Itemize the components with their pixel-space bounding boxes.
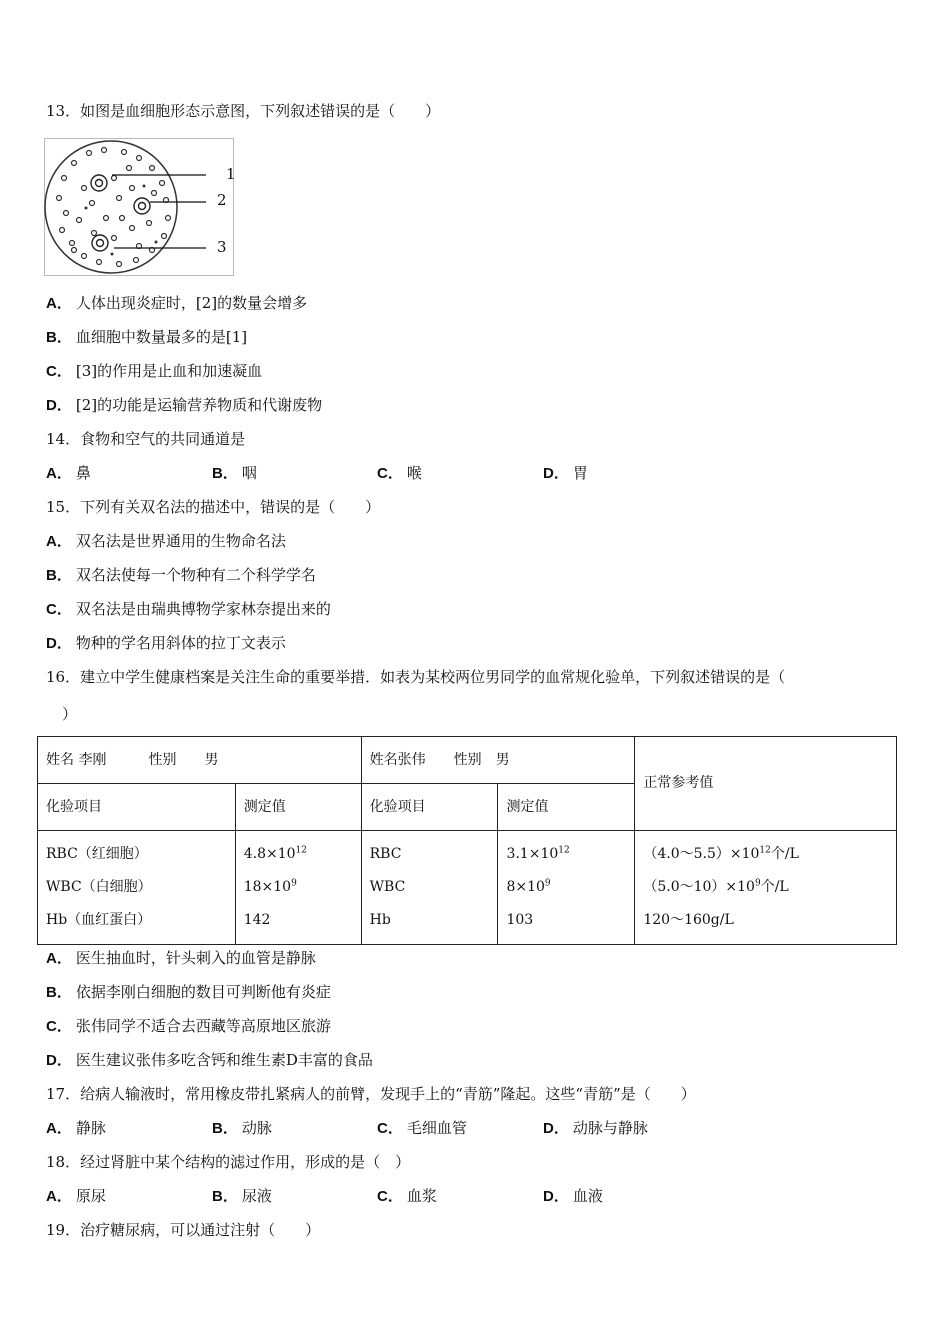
ref-rbc: $(4.0\sim 5.5)\times 10^{12}$个/L <box>643 845 799 862</box>
q19-stem: 19．治疗糖尿病，可以通过注射（ ） <box>46 1221 321 1239</box>
q18-option-b: B． 尿液 <box>212 1187 272 1205</box>
q13-option-b: B． 血细胞中数量最多的是[1] <box>46 328 248 346</box>
item2-wbc: WBC <box>369 879 406 895</box>
q14-stem: 14．食物和空气的共同通道是 <box>46 430 246 448</box>
q16-option-b: B． 依据李刚白细胞的数目可判断他有炎症 <box>46 983 331 1001</box>
q14-option-b: B． 咽 <box>212 464 257 482</box>
q16-stem-line2: ） <box>62 705 78 723</box>
item1-wbc: WBC（白细胞） <box>46 879 152 895</box>
q17-stem: 17．给病人输液时，常用橡皮带扎紧病人的前臂，发现手上的“青筋”隆起。这些“青筋”是（ ） <box>46 1085 696 1103</box>
reference-col <box>635 831 897 945</box>
blood-cell-diagram <box>44 138 234 276</box>
figure-label-1: 1 <box>226 165 236 183</box>
q13-option-a: A． 人体出现炎症时，[2]的数量会增多 <box>46 294 308 312</box>
subheader-value-2: 测定值 <box>498 784 635 831</box>
blood-test-table <box>37 736 897 945</box>
q18-option-c: C． 血浆 <box>377 1187 437 1205</box>
table-header-row <box>38 737 897 784</box>
ref-wbc: $(5.0\sim 10)\times 10^9$个/L <box>643 878 789 895</box>
q18-option-d: D． 血液 <box>543 1187 603 1205</box>
q18-option-a: A． 原尿 <box>46 1187 106 1205</box>
q16-option-d: D． 医生建议张伟多吃含钙和维生素D丰富的食品 <box>46 1051 373 1069</box>
subheader-item-2: 化验项目 <box>361 784 498 831</box>
q13-stem: 13．如图是血细胞形态示意图，下列叙述错误的是（ ） <box>46 102 441 120</box>
item2-hb: Hb <box>369 912 391 928</box>
val2-hb: 103 <box>506 912 534 928</box>
item2-rbc: RBC <box>369 846 402 862</box>
item1-hb: Hb（血红蛋白） <box>46 912 152 928</box>
reference-header: 正常参考值 <box>635 737 897 831</box>
q13-option-c: C． [3]的作用是止血和加速凝血 <box>46 362 263 380</box>
q16-option-c: C． 张伟同学不适合去西藏等高原地区旅游 <box>46 1017 331 1035</box>
val1-hb: 142 <box>243 912 271 928</box>
blood-cell-figure <box>44 138 234 276</box>
q17-option-a: A． 静脉 <box>46 1119 106 1137</box>
val1-rbc: $4.8\times 10^{12}$ <box>243 845 307 862</box>
q16-option-a: A． 医生抽血时，针头刺入的血管是静脉 <box>46 949 316 967</box>
subheader-item-1: 化验项目 <box>38 784 236 831</box>
q14-option-a: A． 鼻 <box>46 464 91 482</box>
q14-option-d: D． 胃 <box>543 464 588 482</box>
q15-option-d: D． 物种的学名用斜体的拉丁文表示 <box>46 634 286 652</box>
val2-rbc: $3.1\times 10^{12}$ <box>506 845 570 862</box>
patient2-header: 姓名张伟 性别 男 <box>361 737 635 784</box>
val2-wbc: $8\times 10^9$ <box>506 878 551 895</box>
figure-label-3: 3 <box>217 238 227 256</box>
patient1-header: 姓名 李刚 性别 男 <box>38 737 362 784</box>
q17-option-c: C． 毛细血管 <box>377 1119 467 1137</box>
q16-stem-line1: 16．建立中学生健康档案是关注生命的重要举措．如表为某校两位男同学的血常规化验单，下列叙述错误的是（ <box>46 668 786 686</box>
q15-option-b: B． 双名法使每一个物种有二个科学学名 <box>46 566 316 584</box>
subheader-value-1: 测定值 <box>235 784 361 831</box>
figure-label-2: 2 <box>217 191 227 209</box>
q15-stem: 15．下列有关双名法的描述中，错误的是（ ） <box>46 498 381 516</box>
q14-option-c: C． 喉 <box>377 464 422 482</box>
item1-rbc: RBC（红细胞） <box>46 846 148 862</box>
q17-option-b: B． 动脉 <box>212 1119 272 1137</box>
ref-hb: 120～160g/L <box>643 912 734 928</box>
values-col-2 <box>498 831 635 945</box>
items-col-2 <box>361 831 498 945</box>
q15-option-a: A． 双名法是世界通用的生物命名法 <box>46 532 286 550</box>
val1-wbc: $18\times 10^9$ <box>243 878 297 895</box>
q13-option-d: D． [2]的功能是运输营养物质和代谢废物 <box>46 396 323 414</box>
items-col-1 <box>38 831 236 945</box>
values-col-1 <box>235 831 361 945</box>
table-data-row <box>38 831 897 945</box>
q15-option-c: C． 双名法是由瑞典博物学家林奈提出来的 <box>46 600 331 618</box>
q17-option-d: D． 动脉与静脉 <box>543 1119 648 1137</box>
q18-stem: 18．经过肾脏中某个结构的滤过作用，形成的是（ ） <box>46 1153 411 1171</box>
